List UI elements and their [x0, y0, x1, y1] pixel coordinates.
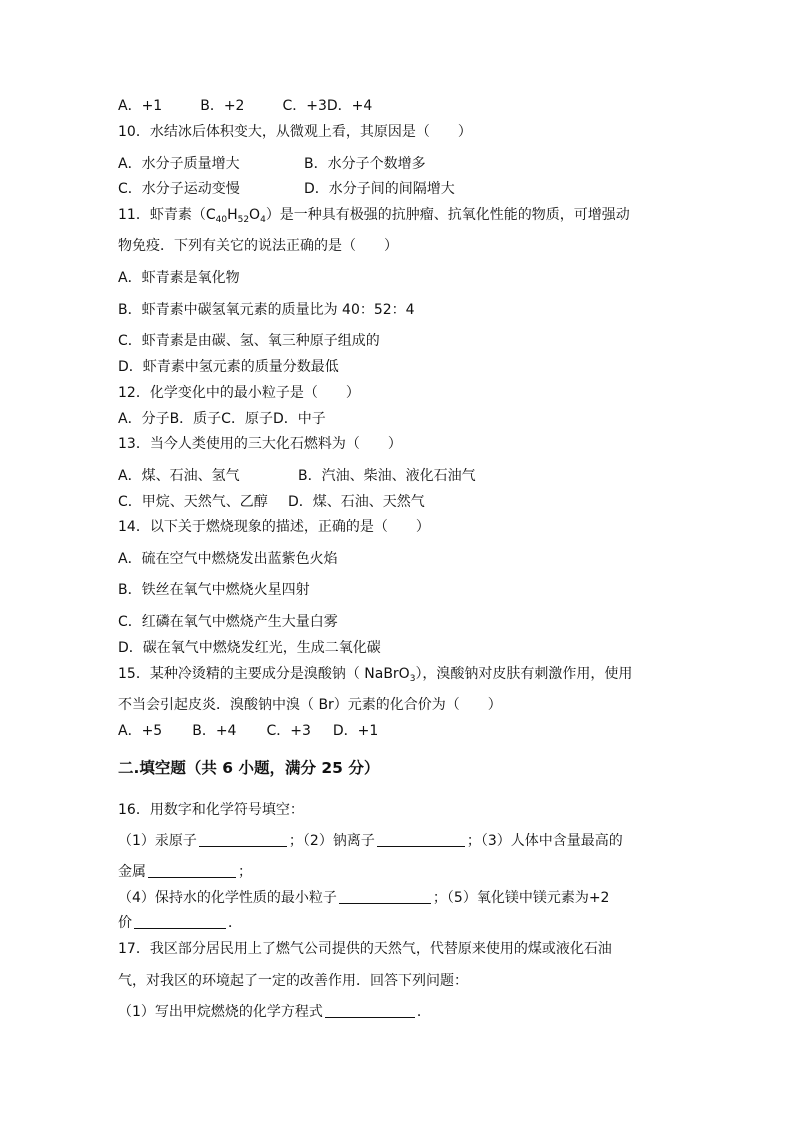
q9-option-a: A．+1: [118, 98, 163, 114]
q15-option-c: C．+3: [266, 723, 311, 739]
q16-line1: （1）汞原子 ；（2）钠离子 ；（3）人体中含量最高的: [118, 833, 623, 849]
q17-stem-line2: 气，对我区的环境起了一定的改善作用．回答下列问题：: [118, 973, 468, 989]
q16-line3: （4）保持水的化学性质的最小粒子 ；（5）氧化镁中镁元素为+2: [118, 890, 610, 906]
q15-option-a: A．+5: [118, 723, 163, 739]
q13-option-d: D．煤、石油、天然气: [288, 494, 425, 510]
q13-stem: 13．当今人类使用的三大化石燃料为（ ）: [118, 436, 402, 452]
q12-stem: 12．化学变化中的最小粒子是（ ）: [118, 385, 360, 401]
q12-options: A．分子B．质子C．原子D．中子: [118, 411, 326, 427]
q9-option-b: B．+2: [200, 98, 245, 114]
formula-carbon: C: [205, 207, 216, 223]
blank-magnesium-valence[interactable]: [134, 915, 226, 929]
formula-oxygen: O: [249, 207, 261, 223]
q11-stem-line2: 物免疫．下列有关它的说法正确的是（ ）: [118, 238, 398, 254]
blank-methane-equation[interactable]: [325, 1004, 415, 1018]
q11-stem: 11．虾青素$(C_{40}H_{52}O_4)$是一种具有极强的抗肿瘤、抗氧化性能的物质，可增强动: [118, 207, 630, 225]
q17-part1: （1）写出甲烷燃烧的化学方程式 ．: [118, 1004, 431, 1020]
q13-option-c: C．甲烷、天然气、乙醇: [118, 494, 268, 510]
q13-option-b: B．汽油、柴油、液化石油气: [298, 468, 476, 484]
blank-body-metal[interactable]: [148, 864, 236, 878]
blank-water-particle[interactable]: [339, 890, 431, 904]
q15-stem: 15．某种冷烫精的主要成分是溴酸钠（ NaBrO$_3$），溴酸钠对皮肤有刺激作用，使用: [118, 666, 633, 684]
q14-option-d: D．碳在氧气中燃烧发红光，生成二氧化碳: [118, 640, 381, 656]
q13-option-a: A．煤、石油、氢气: [118, 468, 240, 484]
q13-options-row2: [118, 493, 425, 511]
q10-option-b: B．水分子个数增多: [304, 156, 426, 172]
blank-sodium-ion[interactable]: [377, 833, 465, 847]
q14-option-b: B．铁丝在氧气中燃烧火星四射: [118, 582, 310, 598]
q17-stem: 17．我区部分居民用上了燃气公司提供的天然气，代替原来使用的煤或液化石油: [118, 941, 612, 957]
q11-option-a: A．虾青素是氧化物: [118, 270, 240, 286]
q9-option-d: D．+4: [326, 98, 373, 114]
q10-options-row1: [118, 155, 426, 173]
q14-stem: 14．以下关于燃烧现象的描述，正确的是（ ）: [118, 519, 430, 535]
q16-line2: 金属 ；: [118, 864, 252, 880]
q15-stem-line2: 不当会引起皮炎．溴酸钠中溴（ Br）元素的化合价为（ ）: [118, 697, 502, 713]
q10-stem: 10．水结冰后体积变大，从微观上看，其原因是（ ）: [118, 124, 472, 140]
q10-options-row2: [118, 180, 455, 198]
q10-option-a: A．水分子质量增大: [118, 156, 240, 172]
q16-line4: 价 ．: [118, 915, 242, 931]
q11-option-d: D．虾青素中氢元素的质量分数最低: [118, 359, 339, 375]
section-heading-fill-in: 二.填空题（共 6 小题，满分 25 分）: [118, 759, 380, 777]
q15-options: [118, 722, 378, 740]
q9-option-c: C．+3: [282, 98, 327, 114]
q15-option-b: B．+4: [192, 723, 237, 739]
q9-options: [118, 97, 372, 115]
formula-hydrogen: H: [227, 207, 238, 223]
q11-option-b: B．虾青素中碳氢氧元素的质量比为 40：52：4: [118, 302, 415, 318]
q15-option-d: D．+1: [332, 723, 379, 739]
q11-option-c: C．虾青素是由碳、氢、氧三种原子组成的: [118, 333, 380, 349]
q10-option-c: C．水分子运动变慢: [118, 181, 240, 197]
q16-stem: 16．用数字和化学符号填空：: [118, 802, 304, 818]
blank-mercury-atom[interactable]: [199, 833, 287, 847]
q10-option-d: D．水分子间的间隔增大: [304, 181, 455, 197]
q14-option-c: C．红磷在氧气中燃烧产生大量白雾: [118, 614, 338, 630]
q13-options-row1: [118, 467, 476, 485]
q14-option-a: A．硫在空气中燃烧发出蓝紫色火焰: [118, 551, 338, 567]
